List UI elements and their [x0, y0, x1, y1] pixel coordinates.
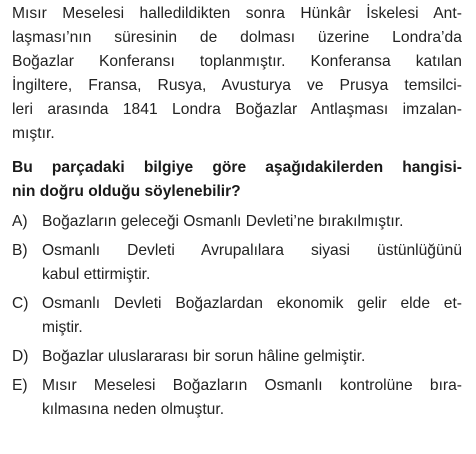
option-text [42, 345, 462, 369]
question-line: nin doğru olduğu söylenebilir? [12, 183, 241, 200]
question-line: Bu parçadaki bilgiye göre aşağıdakilerden hangisi- [12, 159, 462, 176]
option-line: Boğazların geleceği Osmanlı Devleti’ne bırakılmıştır. [42, 213, 404, 230]
option-c[interactable] [12, 292, 462, 340]
option-line: Mısır Meselesi Boğazların Osmanlı kontrolüne bıra- [42, 377, 462, 394]
option-letter: E) [12, 377, 28, 394]
option-text [42, 239, 462, 287]
option-text [42, 292, 462, 340]
option-line: Osmanlı Devleti Avrupalılara siyasi üstünlüğünü [42, 242, 462, 259]
option-letter: C) [12, 295, 29, 312]
option-d[interactable] [12, 345, 462, 369]
passage-line: Boğazlar Konferansı toplanmıştır. Konferansa katılan [12, 53, 462, 70]
option-line: Boğazlar uluslararası bir sorun hâline gelmiştir. [42, 348, 366, 365]
option-e[interactable] [12, 374, 462, 422]
option-text [42, 374, 462, 422]
option-line: kabul ettirmiştir. [42, 266, 151, 283]
passage-line: Mısır Meselesi halledildikten sonra Hünkâr İskelesi Ant- [12, 5, 462, 22]
option-text [42, 210, 462, 234]
passage-line: leri arasında 1841 Londra Boğazlar Antlaşması imzalan- [12, 101, 462, 118]
answer-options [12, 210, 462, 422]
passage-line: mıştır. [12, 125, 55, 142]
option-b[interactable] [12, 239, 462, 287]
option-letter: D) [12, 348, 29, 365]
question-stem [12, 156, 462, 204]
option-line: kılmasına neden olmuştur. [42, 401, 225, 418]
option-letter: B) [12, 242, 28, 259]
passage-line: İngiltere, Fransa, Rusya, Avusturya ve Prusya temsilci- [12, 77, 462, 94]
option-a[interactable] [12, 210, 462, 234]
option-line: miştir. [42, 319, 83, 336]
passage-line: laşması’nın süresinin de dolması üzerine Londra’da [12, 29, 462, 46]
option-line: Osmanlı Devleti Boğazlardan ekonomik gelir elde et- [42, 295, 462, 312]
option-letter: A) [12, 213, 28, 230]
reading-passage [12, 2, 462, 146]
